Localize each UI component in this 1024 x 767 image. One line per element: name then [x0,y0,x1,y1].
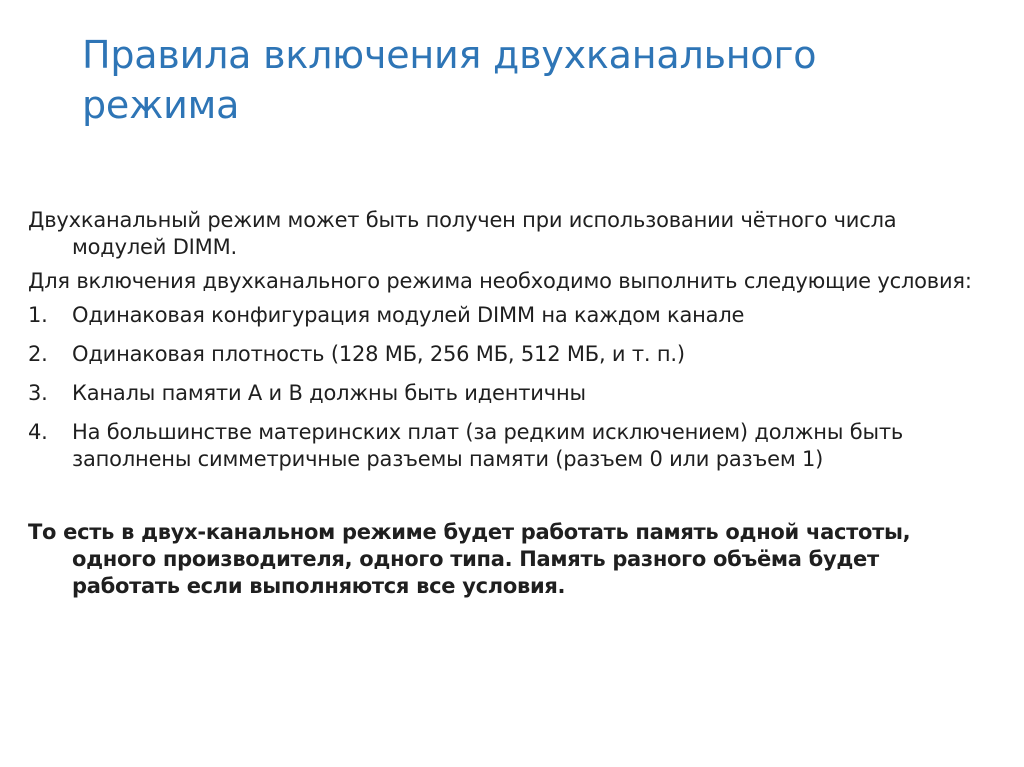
list-item-number: 4. [28,420,48,444]
list-item [28,341,988,368]
list-item-number: 3. [28,381,48,405]
list-item-text: Одинаковая плотность (128 МБ, 256 МБ, 512 МБ, и т. п.) [72,342,685,366]
list-item [28,419,988,473]
conditions-list [28,302,988,473]
conditions-intro-paragraph: Для включения двухканального режима необходимо выполнить следующие условия: [28,269,972,293]
list-item-text: Одинаковая конфигурация модулей DIMM на каждом канале [72,303,745,327]
list-item-number: 2. [28,342,48,366]
conclusion-paragraph: То есть в двух-канальном режиме будет работать память одной частоты, одного производителя, одного типа. Память разного объёма будет работать если выполняются все условия. [28,520,911,598]
list-item-text: Каналы памяти A и B должны быть идентичны [72,381,586,405]
slide-body [28,207,988,600]
intro-paragraph: Двухканальный режим может быть получен при использовании чётного числа модулей DIMM. [28,208,897,259]
list-item-number: 1. [28,303,48,327]
list-item [28,380,988,407]
list-item [28,302,988,329]
slide-title: Правила включения двухканального режима [82,33,817,127]
list-item-text: На большинстве материнских плат (за редким исключением) должны быть заполнены симметричные разъемы памяти (разъем 0 или разъем 1) [72,420,904,471]
